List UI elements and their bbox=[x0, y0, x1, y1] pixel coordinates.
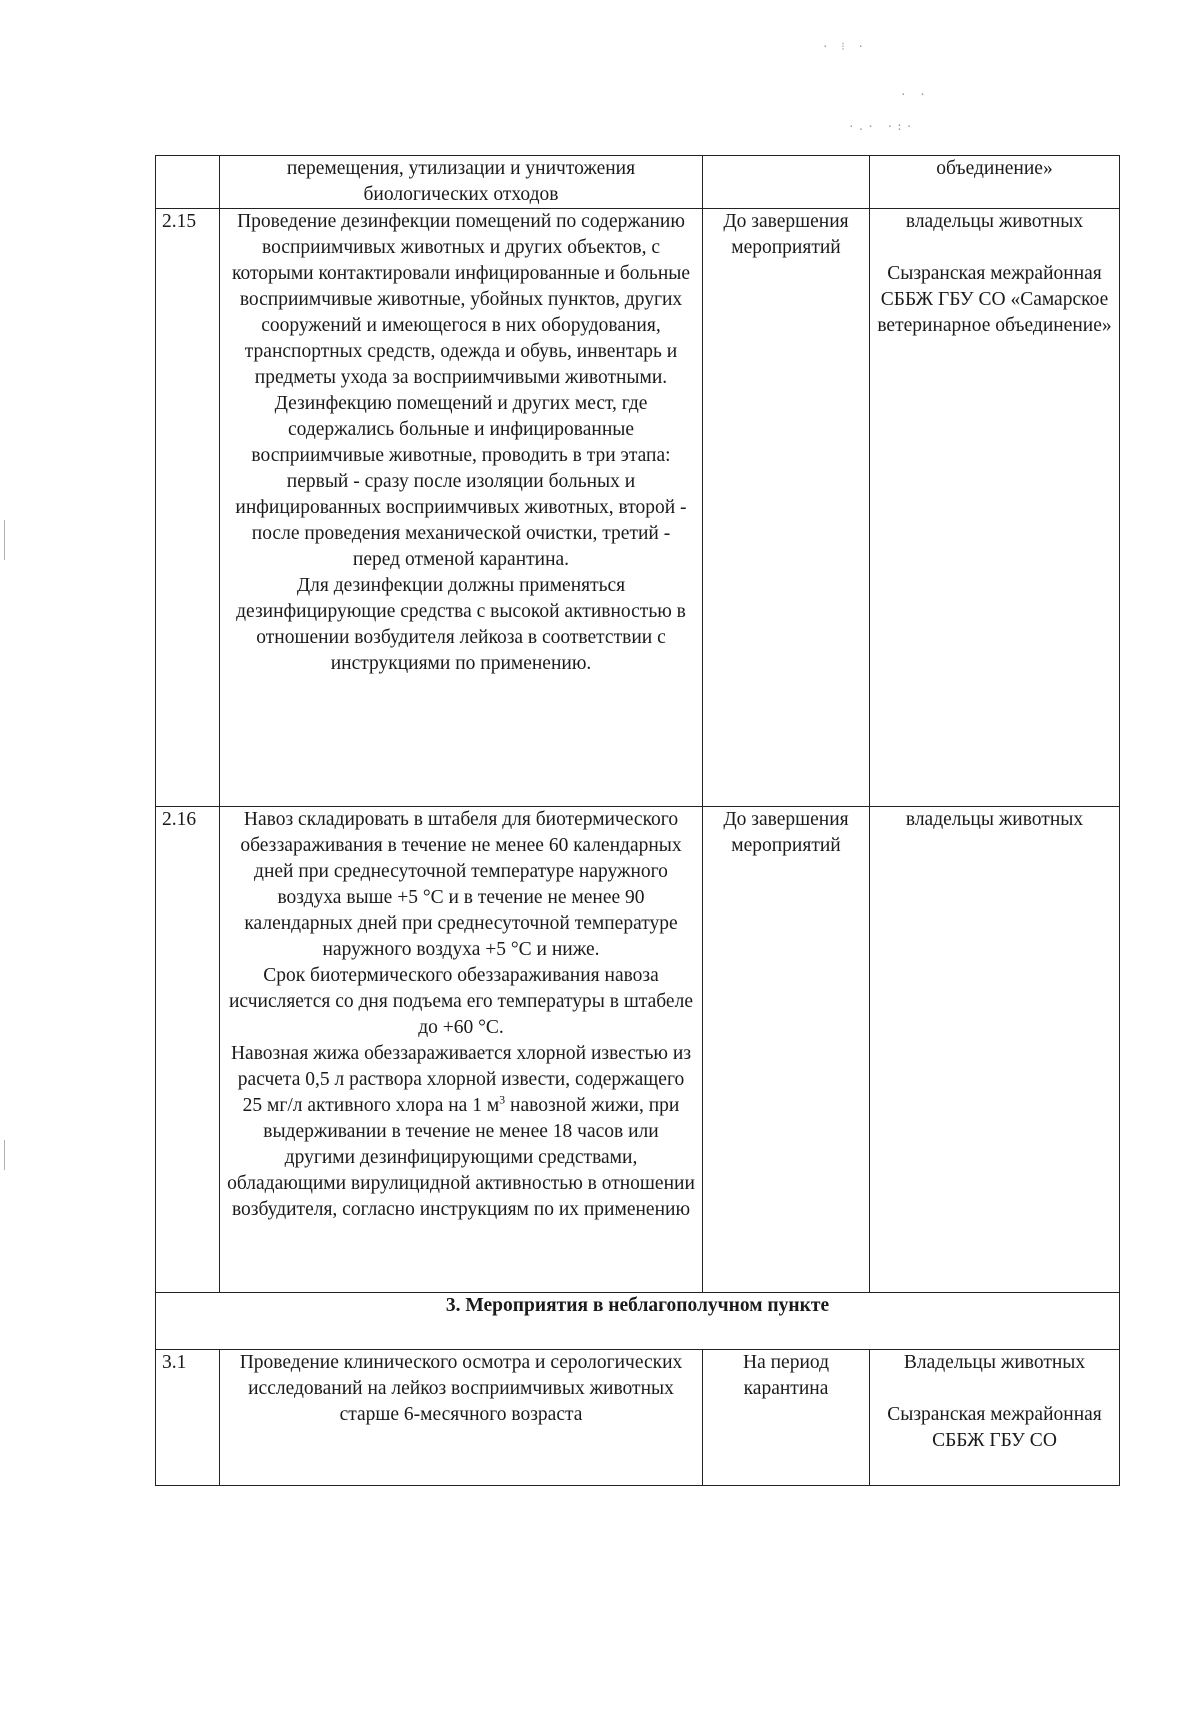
row-number: 3.1 bbox=[156, 1350, 220, 1486]
table-row bbox=[156, 209, 1120, 807]
responsible-cell bbox=[870, 1350, 1120, 1486]
action-cell bbox=[220, 209, 703, 807]
table-row bbox=[156, 1350, 1120, 1486]
action-cell: перемещения, утилизации и уничтожения биологических отходов bbox=[220, 156, 703, 209]
term-cell: До завершения мероприятий bbox=[703, 807, 870, 1293]
term-cell: На период карантина bbox=[703, 1350, 870, 1486]
table-row bbox=[156, 156, 1120, 209]
responsible-cell bbox=[870, 209, 1120, 807]
term-cell: До завершения мероприятий bbox=[703, 209, 870, 807]
scan-noise: · · bbox=[900, 88, 929, 101]
scan-noise: · ⁝ · bbox=[822, 40, 867, 53]
scan-noise: ·.· ·:· bbox=[848, 120, 916, 133]
responsible-cell: владельцы животных bbox=[870, 807, 1120, 1293]
action-cell: Проведение клинического осмотра и серологических исследований на лейкоз восприимчивых животных старше 6-месячного возраста bbox=[220, 1350, 703, 1486]
action-paragraph: Срок биотермического обеззараживания навоза исчисляется со дня подъема его температуры в штабеле до +60 °С. bbox=[229, 965, 693, 1038]
measures-table bbox=[155, 155, 1120, 1486]
table-row bbox=[156, 807, 1120, 1293]
responsible-owner: Владельцы животных bbox=[903, 1352, 1086, 1373]
row-number: 2.16 bbox=[156, 807, 220, 1293]
row-number bbox=[156, 156, 220, 209]
section-heading-row bbox=[156, 1293, 1120, 1350]
section-title: 3. Мероприятия в неблагополучном пункте bbox=[156, 1293, 1120, 1350]
scan-edge-mark bbox=[4, 1140, 5, 1170]
action-paragraph: Для дезинфекции должны применяться дезинфицирующие средства с высокой активностью в отношении возбудителя лейкоза в соответствии с инструкциями по применению. bbox=[236, 575, 686, 674]
term-cell bbox=[703, 156, 870, 209]
action-paragraph: Навозная жижа обеззараживается хлорной известью из расчета 0,5 л раствора хлорной извести, содержащего 25 мг/л активного хлора на 1 $м^3$ навозной жижи, при выдерживании в течение не менее 18 часов или другими дезинфицирующими средствами, обладающими вирулицидной активностью в отношении возбудителя, согласно инструкциям по их применению bbox=[227, 1043, 695, 1220]
scan-edge-mark bbox=[4, 520, 5, 560]
action-paragraph: Проведение дезинфекции помещений по содержанию восприимчивых животных и других объектов, с которыми контактировали инфицированные и больные восприимчивые животные, убойных пунктов, других сооружений и имеющегося в них оборудования, транспортных средств, одежда и обувь, инвентарь и предметы ухода за восприимчивыми животными. bbox=[231, 211, 691, 388]
action-paragraph: Навоз складировать в штабеля для биотермического обеззараживания в течение не менее 60 календарных дней при среднесуточной температуре наружного воздуха выше +5 °С и в течение не менее 90 календарных дней при среднесуточной температуре наружного воздуха +5 °С и ниже. bbox=[240, 809, 682, 960]
action-cell bbox=[220, 807, 703, 1293]
responsible-organization: Сызранская межрайонная СББЖ ГБУ СО «Самарское ветеринарное объединение» bbox=[877, 263, 1112, 336]
responsible-cell: объединение» bbox=[870, 156, 1120, 209]
row-number: 2.15 bbox=[156, 209, 220, 807]
responsible-organization: Сызранская межрайонная СББЖ ГБУ СО bbox=[887, 1404, 1102, 1451]
action-paragraph: Дезинфекцию помещений и других мест, где содержались больные и инфицированные восприимчивые животные, проводить в три этапа: первый - сразу после изоляции больных и инфицированных восприимчивых животных, второй - после проведения механической очистки, третий - перед отменой карантина. bbox=[235, 393, 687, 570]
responsible-owner: владельцы животных bbox=[905, 211, 1084, 232]
